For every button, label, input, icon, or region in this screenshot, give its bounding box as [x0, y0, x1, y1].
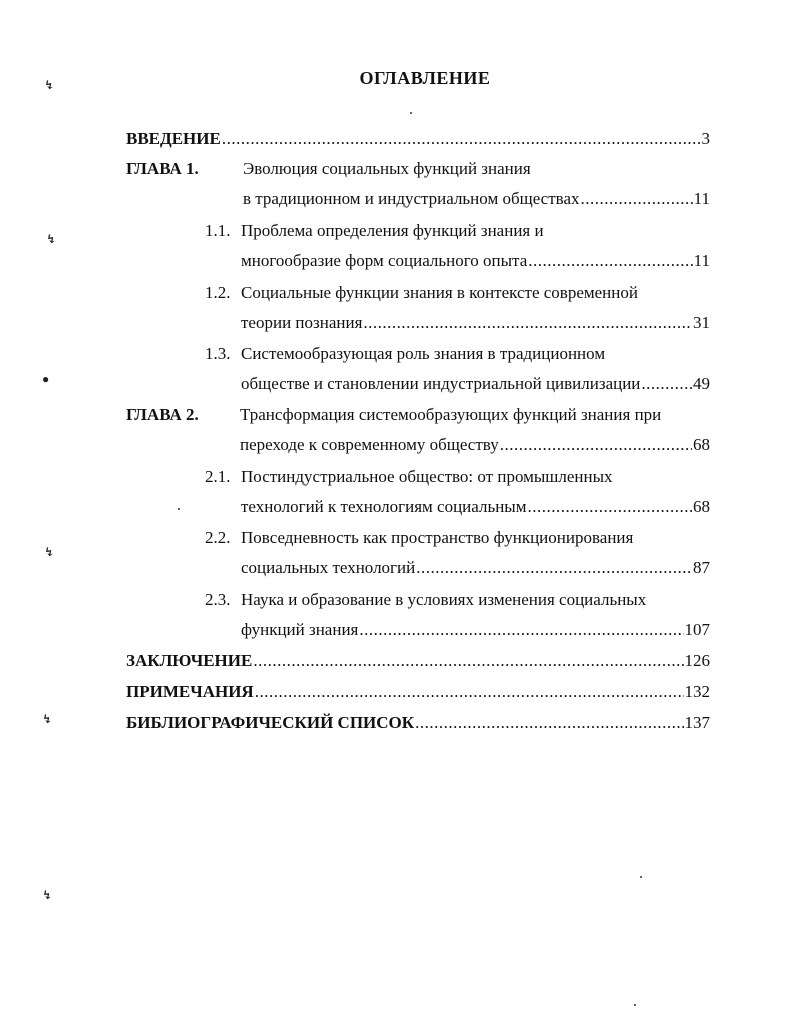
scan-artifact-icon: ●	[42, 372, 50, 386]
chapter-2-title-line2: переходе к современному обществу	[240, 435, 499, 454]
dot-leader	[528, 250, 692, 272]
dot-leader	[415, 712, 683, 734]
toc-entry-section-1-1[interactable]	[241, 246, 710, 272]
toc-page-number: 11	[693, 251, 710, 270]
toc-page-number: 68	[693, 435, 710, 454]
toc-page-number: 3	[701, 129, 710, 148]
toc-entry-conclusion[interactable]	[126, 646, 710, 672]
scan-speck	[640, 876, 642, 878]
toc-entry-section-1-2[interactable]	[241, 308, 710, 334]
toc-page-number: 68	[693, 497, 710, 516]
scan-artifact-icon: ↯	[42, 888, 53, 902]
scan-speck	[410, 112, 412, 114]
chapter-1-label: ГЛАВА 1.	[126, 159, 199, 178]
scan-artifact-icon: ↯	[44, 78, 55, 92]
section-number: 2.1.	[205, 467, 231, 486]
toc-entry-bibliography[interactable]	[126, 708, 710, 734]
section-title-line2: технологий к технологиям социальным	[241, 497, 527, 516]
scan-speck	[634, 1004, 636, 1006]
page-title: ОГЛАВЛЕНИЕ	[359, 68, 491, 88]
dot-leader	[416, 557, 692, 579]
toc-entry-section-1-3[interactable]	[241, 369, 710, 395]
dot-leader	[528, 496, 693, 518]
chapter-2-title-line1: Трансформация системообразующих функций знания при	[240, 405, 662, 424]
toc-page-number: 126	[684, 651, 710, 670]
section-title-line2: социальных технологий	[241, 558, 416, 577]
section-number: 1.1.	[205, 221, 231, 240]
dot-leader	[222, 128, 701, 150]
toc-page-number: 137	[684, 713, 710, 732]
toc-entry-intro[interactable]	[126, 124, 710, 150]
dot-leader	[253, 650, 683, 672]
toc-page-number: 107	[684, 620, 710, 639]
dot-leader	[641, 373, 692, 395]
section-title-line1: Проблема определения функций знания и	[241, 221, 544, 240]
toc-entry-section-2-1[interactable]	[241, 492, 710, 518]
toc-page-number: 11	[693, 189, 710, 208]
section-number: 2.3.	[205, 590, 231, 609]
scan-artifact-icon: ↯	[44, 545, 55, 559]
toc-entry-chapter-2[interactable]	[240, 430, 710, 456]
chapter-1-title-line1: Эволюция социальных функций знания	[243, 159, 531, 178]
section-title-line2: теории познания	[241, 313, 363, 332]
dot-leader	[255, 681, 684, 703]
toc-page-number: 132	[684, 682, 710, 701]
toc-page-number: 87	[693, 558, 710, 577]
section-number: 1.2.	[205, 283, 231, 302]
section-title-line1: Постиндустриальное общество: от промышленных	[241, 467, 613, 486]
toc-entry-chapter-1[interactable]	[243, 184, 710, 210]
section-number: 2.2.	[205, 528, 231, 547]
scan-artifact-icon: ↯	[42, 712, 53, 726]
section-title-line1: Повседневность как пространство функционирования	[241, 528, 634, 547]
section-title-line1: Социальные функции знания в контексте современной	[241, 283, 638, 302]
section-title-line1: Наука и образование в условиях изменения социальных	[241, 590, 647, 609]
toc-entry-section-2-2[interactable]	[241, 553, 710, 579]
toc-page-number: 31	[693, 313, 710, 332]
section-title-line2: функций знания	[241, 620, 359, 639]
section-title-line2: многообразие форм социального опыта	[241, 251, 528, 270]
toc-page-number: 49	[693, 374, 710, 393]
dot-leader	[500, 434, 692, 456]
toc-entry-label: ПРИМЕЧАНИЯ	[126, 682, 254, 701]
toc-entry-section-2-3[interactable]	[241, 615, 710, 641]
toc-entry-label: ЗАКЛЮЧЕНИЕ	[126, 651, 253, 670]
section-title-line1: Системообразующая роль знания в традиционном	[241, 344, 606, 363]
toc-entry-notes[interactable]	[126, 677, 710, 703]
chapter-1-title-line2: в традиционном и индустриальном обществах	[243, 189, 580, 208]
dot-leader	[581, 188, 693, 210]
section-number: 1.3.	[205, 344, 231, 363]
toc-entry-label: ВВЕДЕНИЕ	[126, 129, 221, 148]
toc-entry-label: БИБЛИОГРАФИЧЕСКИЙ СПИСОК	[126, 713, 415, 732]
dot-leader	[359, 619, 683, 641]
scan-artifact-icon: ↯	[46, 232, 57, 246]
section-title-line2: обществе и становлении индустриальной цивилизации	[241, 374, 641, 393]
scan-speck	[178, 508, 180, 510]
dot-leader	[363, 312, 692, 334]
chapter-2-label: ГЛАВА 2.	[126, 405, 199, 424]
